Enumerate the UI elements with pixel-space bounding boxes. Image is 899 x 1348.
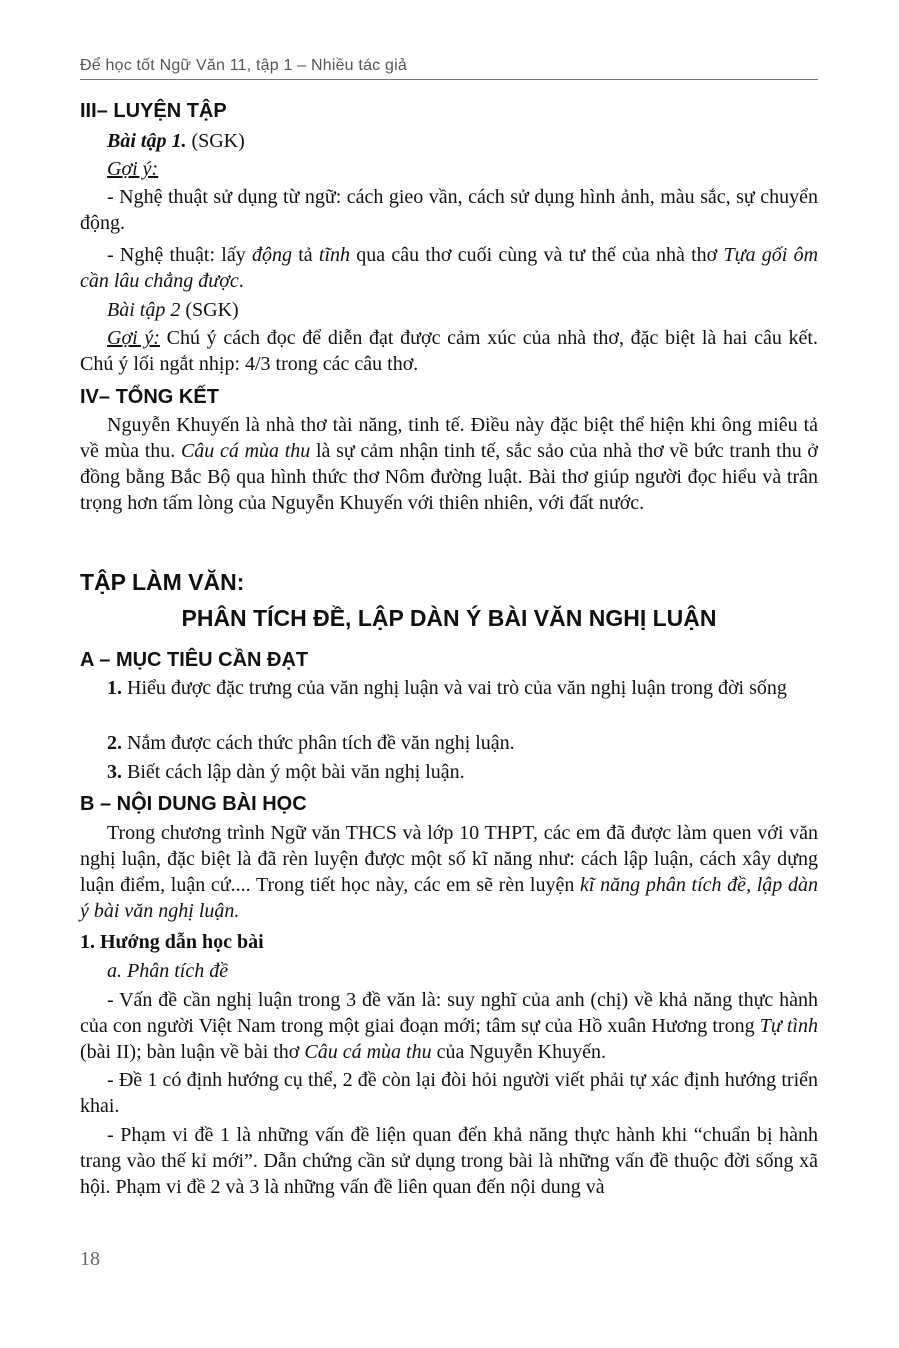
bullet-1-text: - Nghệ thuật sử dụng từ ngữ: cách gieo vần, cách sử dụng hình ảnh, màu sắc, sự chuyển động. (80, 186, 818, 234)
bullet-2-b: động (251, 244, 292, 266)
goal-3-num: 3. (107, 761, 122, 783)
analysis-b1-e: của Nguyễn Khuyến. (431, 1041, 607, 1063)
exercise-1-ref: (SGK) (186, 130, 245, 152)
summary-c: là sự cảm nhận tinh tế, sắc sảo của nhà thơ về bức tranh thu ở đồng bằng Bắc Bộ qua hình thức thơ Nôm đường luật. Bài thơ giúp người đọc hiểu và trân trọng hơn tấm lòng của Nguyễn Khuyến với thiên nhiên, với đất nước. (80, 440, 819, 514)
analysis-b1-c: (bài II); bàn luận về bài thơ (80, 1041, 305, 1063)
running-header: Để học tốt Ngữ Văn 11, tập 1 – Nhiều tác giả (80, 57, 818, 80)
section-3-heading: III– LUYỆN TẬP (80, 100, 227, 122)
bullet-2 (80, 242, 818, 294)
goal-2-text: Nắm được cách thức phân tích đề văn nghị luận. (122, 732, 515, 754)
goal-1-num: 1. (107, 677, 122, 699)
intro-b: kĩ năng phân tích đề, lập dàn ý bài văn nghị luận. (80, 874, 818, 922)
analysis-b2-text: - Đề 1 có định hướng cụ thể, 2 đề còn lại đòi hỏi người viết phải tự xác định hướng triển khai. (80, 1069, 818, 1117)
bullet-2-c: tả (291, 244, 319, 266)
goal-3 (80, 759, 818, 785)
exercise-1 (80, 128, 818, 154)
hint-1-label: Gợi ý: (107, 158, 159, 180)
section-4-heading: IV– TỔNG KẾT (80, 386, 219, 408)
subheading-1a (80, 958, 818, 984)
bullet-2-d: tĩnh (318, 244, 351, 266)
goal-1 (80, 675, 818, 701)
summary-paragraph (80, 412, 818, 516)
subheading-1a-text: a. Phân tích đề (107, 960, 229, 982)
section-a-heading: A – MỤC TIÊU CẦN ĐẠT (80, 649, 309, 671)
bullet-2-f: Tựa gối ôm cần lâu chẳng được (80, 244, 819, 292)
exercise-2-label: Bài tập 2 (107, 299, 181, 321)
section-b-heading: B – NỘI DUNG BÀI HỌC (80, 793, 307, 815)
tap-lam-van-label: TẬP LÀM VĂN: (80, 569, 245, 595)
bullet-2-a: - Nghệ thuật: lấy (107, 244, 252, 266)
exercise-1-label: Bài tập 1. (107, 130, 187, 152)
lesson-title: PHÂN TÍCH ĐỀ, LẬP DÀN Ý BÀI VĂN NGHỊ LUẬN (181, 605, 717, 631)
analysis-bullet-1 (80, 987, 818, 1065)
hint-2-text: Chú ý cách đọc để diễn đạt được cảm xúc của nhà thơ, đặc biệt là hai câu kết. Chú ý lối ngắt nhịp: 4/3 trong các câu thơ. (80, 327, 818, 375)
bullet-2-text (80, 242, 818, 294)
hint-2-label: Gợi ý: (107, 327, 160, 349)
hint-2 (80, 325, 818, 377)
bullet-1 (80, 184, 818, 236)
analysis-b3-text: - Phạm vi đề 1 là những vấn đề liện quan đến khả năng thực hành khi “chuẩn bị hành trang vào thế kỉ mới”. Dẫn chứng cần sử dụng trong bài là những vấn đề thuộc đời sống xã hội. Phạm vi đề 2 và 3 là những vấn đề liên quan đến nội dung và (80, 1124, 818, 1198)
subheading-1 (80, 929, 818, 955)
analysis-bullet-2 (80, 1067, 818, 1119)
bullet-2-g: . (238, 270, 244, 292)
intro-a: Trong chương trình Ngữ văn THCS và lớp 10 THPT, các em đã được làm quen với văn nghị luận, đặc biệt là đã rèn luyện được một số kĩ năng như: cách lập luận, cách xây dựng luận điểm, luận cứ.... Trong tiết học này, các em sẽ rèn luyện (80, 822, 818, 896)
summary-a: Nguyễn Khuyến là nhà thơ tài năng, tinh tế. Điều này đặc biệt thể hiện khi ông miêu tả về mùa thu. (80, 414, 818, 462)
subheading-1-text: 1. Hướng dẫn học bài (80, 931, 264, 953)
bullet-2-e: qua câu thơ cuối cùng và tư thế của nhà thơ (350, 244, 724, 266)
goal-3-text: Biết cách lập dàn ý một bài văn nghị luận. (122, 761, 465, 783)
hint-1 (80, 156, 818, 182)
page-number: 18 (80, 1248, 100, 1270)
analysis-bullet-3 (80, 1122, 818, 1200)
goal-2 (80, 730, 818, 756)
goal-2-num: 2. (107, 732, 122, 754)
analysis-b1-b: Tự tình (759, 1015, 818, 1037)
analysis-b1-a: - Vấn đề cần nghị luận trong 3 đề văn là: suy nghĩ của anh (chị) về khả năng thực hành của con người Việt Nam trong một giai đoạn mới; tâm sự của Hồ xuân Hương trong (80, 989, 818, 1037)
goal-1-text: Hiểu được đặc trưng của văn nghị luận và vai trò của văn nghị luận trong đời sống (122, 677, 787, 699)
exercise-2-ref: (SGK) (180, 299, 239, 321)
exercise-2 (80, 297, 818, 323)
intro-paragraph (80, 820, 818, 924)
summary-b: Câu cá mùa thu (180, 440, 311, 462)
analysis-b1-d: Câu cá mùa thu (304, 1041, 432, 1063)
